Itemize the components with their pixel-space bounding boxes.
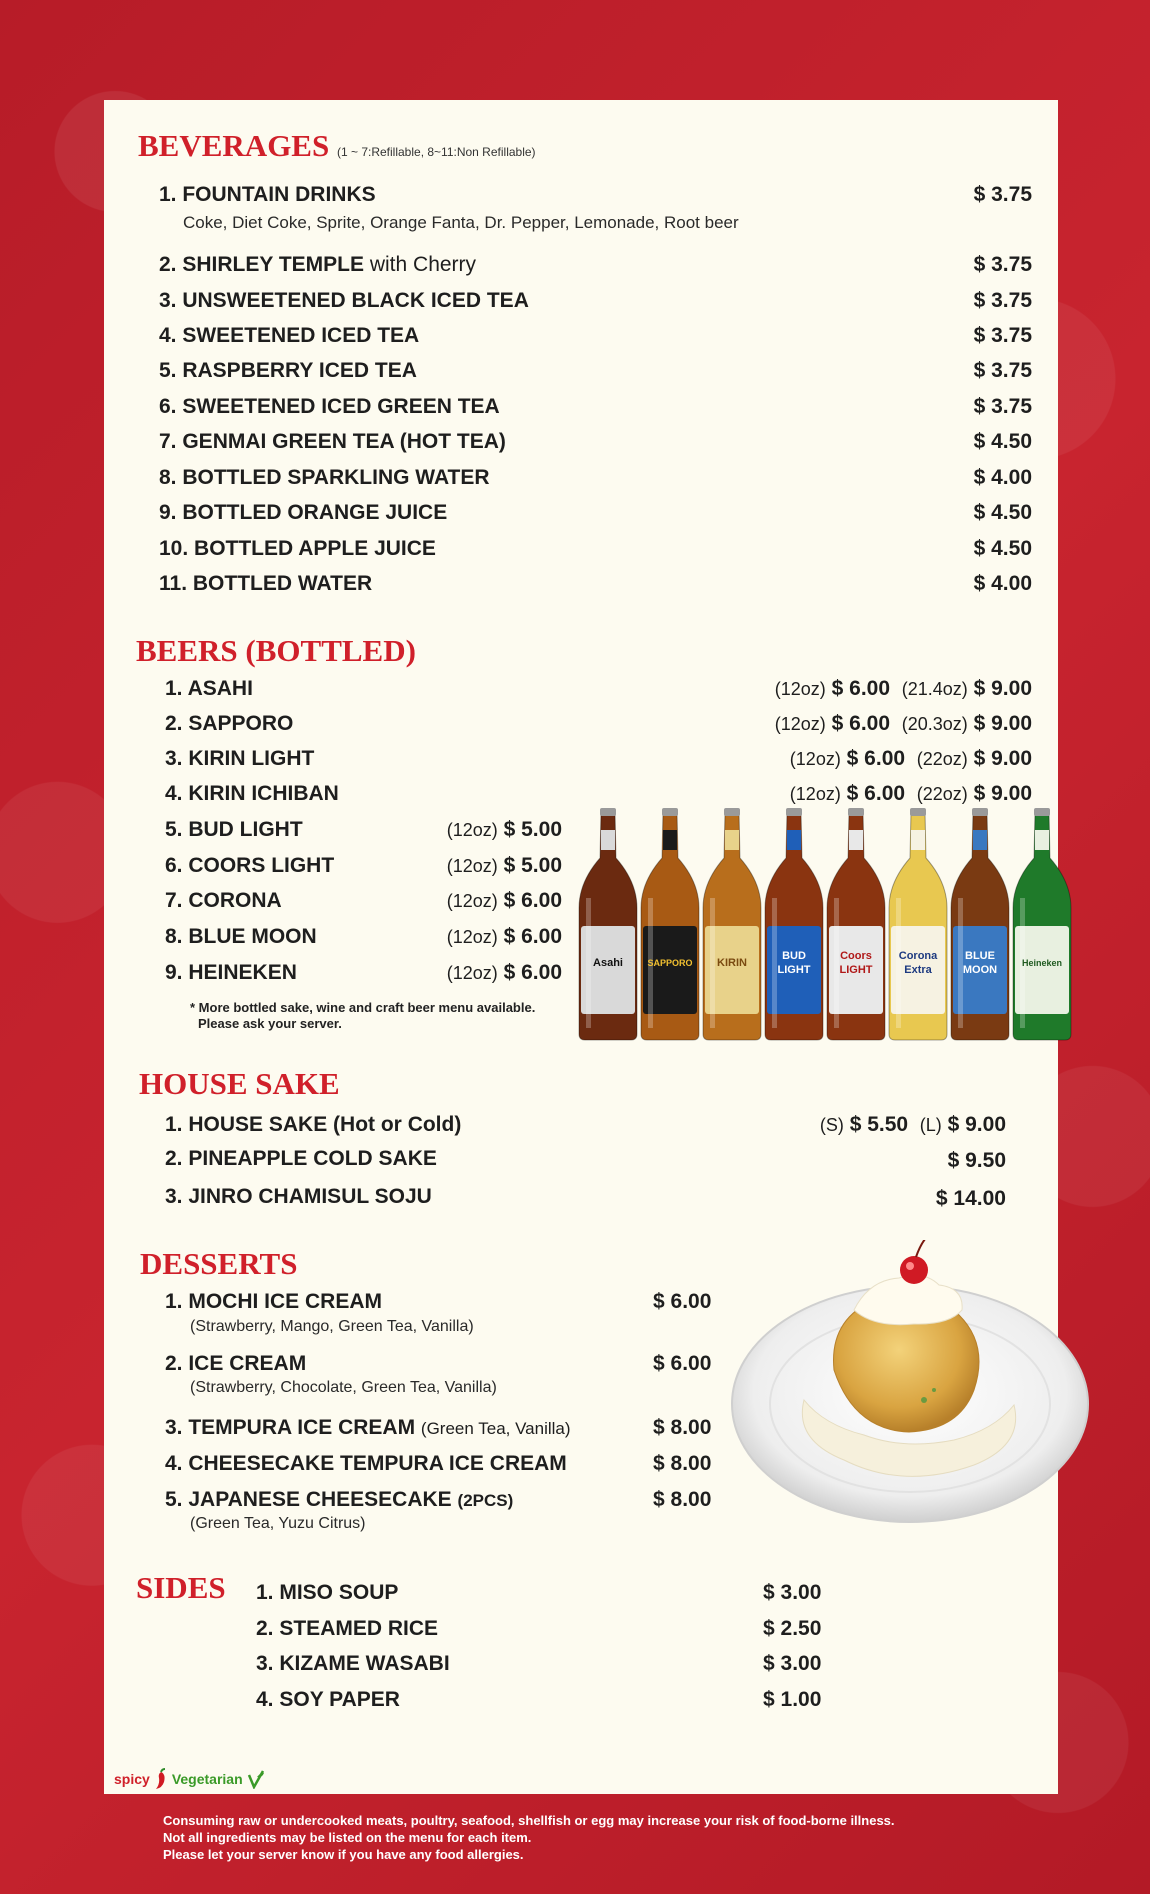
dessert-item-1-desc: (Strawberry, Mango, Green Tea, Vanilla) (190, 1318, 474, 1335)
beverage-item-6: 6. SWEETENED ICED GREEN TEA (159, 395, 500, 418)
sake-item-1: 1. HOUSE SAKE (Hot or Cold) (165, 1113, 462, 1136)
beer-item-1-prices (775, 677, 1032, 701)
food-safety-footer (163, 1812, 895, 1863)
svg-text:SAPPORO: SAPPORO (647, 958, 693, 968)
beer-item-6-size: (12oz) (446, 856, 498, 876)
beer-item-3: 3. KIRIN LIGHT (165, 747, 315, 770)
footer-line-3: Please let your server know if you have any food allergies. (163, 1847, 524, 1862)
beverage-item-7: 7. GENMAI GREEN TEA (HOT TEA) (159, 430, 506, 453)
svg-text:Extra: Extra (904, 964, 932, 976)
beverage-item-8-price: $ 4.00 (973, 466, 1032, 489)
sake-item-1-price-2: $ 9.00 (947, 1113, 1006, 1136)
beer-item-9: 9. HEINEKEN (165, 961, 297, 984)
beer-item-5-size: (12oz) (446, 820, 498, 840)
side-item-1: 1. MISO SOUP (256, 1581, 399, 1604)
beer-item-3-size-2: (22oz) (916, 749, 968, 769)
beer-item-2-prices (775, 712, 1032, 736)
beer-bottle-corona-extra (889, 808, 947, 1040)
side-item-3-price: $ 3.00 (763, 1652, 822, 1675)
sake-item-2-price: $ 9.50 (947, 1149, 1006, 1172)
sake-item-1-prices (820, 1113, 1006, 1137)
dessert-item-2-desc: (Strawberry, Chocolate, Green Tea, Vanilla) (190, 1379, 497, 1396)
side-item-4: 4. SOY PAPER (256, 1688, 400, 1711)
beverage-item-8: 8. BOTTLED SPARKLING WATER (159, 466, 490, 489)
side-item-2-price: $ 2.50 (763, 1617, 822, 1640)
beer-item-1-price-1: $ 6.00 (831, 677, 891, 700)
beer-item-6: 6. COORS LIGHT (165, 854, 335, 877)
legend (114, 1768, 265, 1790)
sake-title: HOUSE SAKE (139, 1066, 340, 1101)
beer-item-4-price-2: $ 9.00 (973, 782, 1032, 805)
sake-item-1-size-2: (L) (919, 1115, 942, 1135)
svg-text:MOON: MOON (962, 964, 998, 976)
svg-text:Heineken: Heineken (1021, 958, 1063, 968)
beverage-item-5-price: $ 3.75 (973, 359, 1032, 382)
beer-note-line-2: Please ask your server. (198, 1016, 342, 1031)
dessert-item-5 (165, 1488, 513, 1512)
beverage-item-9: 9. BOTTLED ORANGE JUICE (159, 501, 448, 524)
svg-text:BLUE: BLUE (965, 950, 995, 962)
beer-item-1-price-2: $ 9.00 (973, 677, 1032, 700)
beer-item-3-size-1: (12oz) (789, 749, 841, 769)
dessert-item-3-price: $ 8.00 (653, 1416, 712, 1439)
legend-vegetarian: Vegetarian (171, 1771, 243, 1787)
beverage-item-3-price: $ 3.75 (973, 289, 1032, 312)
side-item-4-price: $ 1.00 (763, 1688, 822, 1711)
beer-item-4-price-1: $ 6.00 (846, 782, 906, 805)
svg-text:LIGHT: LIGHT (777, 964, 811, 976)
beverage-item-10: 10. BOTTLED APPLE JUICE (159, 537, 436, 560)
beverage-item-1-price: $ 3.75 (973, 183, 1032, 206)
beer-item-8: 8. BLUE MOON (165, 925, 317, 948)
dessert-item-5-name: 5. JAPANESE CHEESECAKE (165, 1488, 452, 1511)
side-item-2: 2. STEAMED RICE (256, 1617, 439, 1640)
tempura-ice-cream-illustration (724, 1240, 1090, 1536)
dessert-item-1-price: $ 6.00 (653, 1290, 712, 1313)
beer-item-6-price: $ 5.00 (503, 854, 562, 877)
dessert-item-3 (165, 1416, 571, 1440)
dessert-item-5-desc: (Green Tea, Yuzu Citrus) (190, 1515, 366, 1532)
svg-text:Coors: Coors (840, 950, 872, 962)
beer-item-5-prices (447, 818, 562, 842)
beer-bottle-blue-moon (951, 808, 1009, 1040)
beer-item-4-size-2: (22oz) (916, 784, 968, 804)
beverage-item-5: 5. RASPBERRY ICED TEA (159, 359, 417, 382)
beer-item-4-size-1: (12oz) (789, 784, 841, 804)
vegetarian-leaf-icon (247, 1769, 265, 1789)
beverage-item-3: 3. UNSWEETENED BLACK ICED TEA (159, 289, 529, 312)
footer-line-1: Consuming raw or undercooked meats, poultry, seafood, shellfish or egg may increase your risk of food-borne illness. (163, 1813, 895, 1828)
beers-title: BEERS (BOTTLED) (136, 633, 416, 668)
chili-pepper-icon (154, 1768, 168, 1790)
beer-bottles-illustration (576, 808, 1076, 1042)
beverage-item-11-price: $ 4.00 (973, 572, 1032, 595)
beverage-item-9-price: $ 4.50 (973, 501, 1032, 524)
beer-item-3-price-2: $ 9.00 (973, 747, 1032, 770)
beer-item-1: 1. ASAHI (165, 677, 253, 700)
beer-item-5-price: $ 5.00 (503, 818, 562, 841)
beer-bottle-sapporo (641, 808, 699, 1040)
svg-text:BUD: BUD (782, 950, 806, 962)
beverage-item-11: 11. BOTTLED WATER (159, 572, 373, 595)
dessert-item-3-name: 3. TEMPURA ICE CREAM (165, 1416, 416, 1439)
beer-item-9-prices (447, 961, 562, 985)
footer-line-2: Not all ingredients may be listed on the menu for each item. (163, 1830, 532, 1845)
sides-title: SIDES (136, 1570, 226, 1605)
dessert-item-2: 2. ICE CREAM (165, 1352, 307, 1375)
sake-item-3: 3. JINRO CHAMISUL SOJU (165, 1185, 432, 1208)
beer-item-2-size-2: (20.3oz) (901, 714, 968, 734)
svg-text:Corona: Corona (898, 950, 938, 962)
beverage-item-2 (159, 253, 476, 277)
beer-item-4: 4. KIRIN ICHIBAN (165, 782, 339, 805)
beverage-item-2-price: $ 3.75 (973, 253, 1032, 276)
beer-item-5: 5. BUD LIGHT (165, 818, 303, 841)
beer-bottle-heineken (1013, 808, 1071, 1040)
sake-item-2: 2. PINEAPPLE COLD SAKE (165, 1147, 437, 1170)
beer-item-7-price: $ 6.00 (503, 889, 562, 912)
beer-item-4-prices (790, 782, 1032, 806)
side-item-1-price: $ 3.00 (763, 1581, 822, 1604)
dessert-item-4: 4. CHEESECAKE TEMPURA ICE CREAM (165, 1452, 567, 1475)
beverage-item-4-price: $ 3.75 (973, 324, 1032, 347)
desserts-title: DESSERTS (140, 1246, 298, 1281)
legend-spicy: spicy (114, 1771, 150, 1787)
beer-bottle-coors-light (827, 808, 885, 1040)
beer-item-2: 2. SAPPORO (165, 712, 294, 735)
beverage-item-2-extra: with Cherry (369, 253, 477, 276)
beverage-item-1: 1. FOUNTAIN DRINKS (159, 183, 376, 206)
svg-text:KIRIN: KIRIN (717, 957, 747, 969)
beer-item-6-prices (447, 854, 562, 878)
beverage-item-10-price: $ 4.50 (973, 537, 1032, 560)
beer-bottle-asahi (579, 808, 637, 1040)
beer-item-3-prices (790, 747, 1032, 771)
beer-item-9-size: (12oz) (446, 963, 498, 983)
beer-item-7: 7. CORONA (165, 889, 282, 912)
sake-item-3-price: $ 14.00 (935, 1187, 1006, 1210)
beer-item-9-price: $ 6.00 (503, 961, 562, 984)
sake-item-1-size-1: (S) (819, 1115, 844, 1135)
beer-item-2-size-1: (12oz) (774, 714, 826, 734)
dessert-item-3-extra: (Green Tea, Vanilla) (420, 1419, 571, 1438)
beer-note-line-1: * More bottled sake, wine and craft beer menu available. (190, 1000, 536, 1015)
beer-item-2-price-2: $ 9.00 (973, 712, 1032, 735)
beverages-heading (138, 128, 536, 164)
beverage-item-2-name: 2. SHIRLEY TEMPLE (159, 253, 364, 276)
side-item-3: 3. KIZAME WASABI (256, 1652, 450, 1675)
beer-item-7-prices (447, 889, 562, 913)
dessert-item-5-price: $ 8.00 (653, 1488, 712, 1511)
beer-item-8-size: (12oz) (446, 927, 498, 947)
beverages-title: BEVERAGES (138, 128, 330, 163)
beverage-item-6-price: $ 3.75 (973, 395, 1032, 418)
sake-item-1-price-1: $ 5.50 (849, 1113, 909, 1136)
beverages-note: (1 ~ 7:Refillable, 8~11:Non Refillable) (336, 145, 536, 159)
beer-item-7-size: (12oz) (446, 891, 498, 911)
beer-item-1-size-2: (21.4oz) (901, 679, 968, 699)
beer-item-3-price-1: $ 6.00 (846, 747, 906, 770)
dessert-item-4-price: $ 8.00 (653, 1452, 712, 1475)
beverage-item-7-price: $ 4.50 (973, 430, 1032, 453)
beer-item-8-price: $ 6.00 (503, 925, 562, 948)
svg-text:Asahi: Asahi (593, 957, 623, 969)
beer-bottle-kirin (703, 808, 761, 1040)
beer-item-8-prices (447, 925, 562, 949)
dessert-item-1: 1. MOCHI ICE CREAM (165, 1290, 383, 1313)
beer-item-2-price-1: $ 6.00 (831, 712, 891, 735)
beer-bottle-bud-light (765, 808, 823, 1040)
svg-text:LIGHT: LIGHT (839, 964, 873, 976)
beer-note (190, 1000, 535, 1032)
beer-item-1-size-1: (12oz) (774, 679, 826, 699)
beverage-item-4: 4. SWEETENED ICED TEA (159, 324, 420, 347)
dessert-item-2-price: $ 6.00 (653, 1352, 712, 1375)
beverage-item-1-desc: Coke, Diet Coke, Sprite, Orange Fanta, Dr. Pepper, Lemonade, Root beer (183, 213, 739, 232)
dessert-item-5-extra: (2PCS) (457, 1491, 514, 1510)
